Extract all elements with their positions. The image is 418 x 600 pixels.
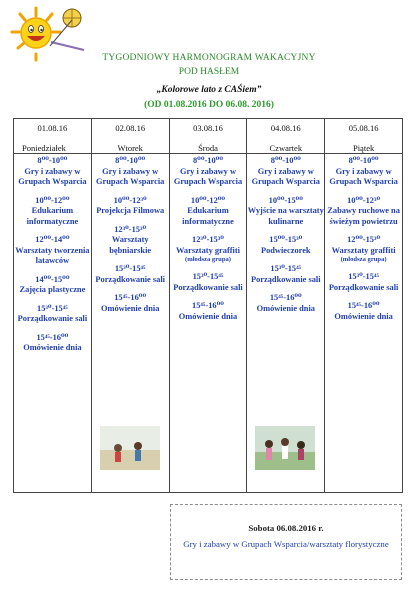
activity-time: 15⁴⁵-16⁰⁰ bbox=[192, 301, 224, 310]
schedule-activity bbox=[14, 235, 91, 267]
activity-time: 8⁰⁰-10⁰⁰ bbox=[348, 156, 379, 165]
schedule-activity bbox=[92, 264, 169, 285]
schedule-activity bbox=[325, 272, 402, 293]
schedule-activity bbox=[170, 301, 247, 322]
activity-time: 12⁰⁰-15³⁰ bbox=[347, 235, 381, 244]
schedule-activity bbox=[325, 156, 402, 188]
activity-time: 8⁰⁰-10⁰⁰ bbox=[115, 156, 146, 165]
schedule-activity bbox=[14, 196, 91, 228]
schedule-activity bbox=[92, 156, 169, 188]
activity-time: 15⁴⁵-16⁰⁰ bbox=[347, 301, 380, 310]
schedule-activity bbox=[170, 272, 247, 293]
activity-time: 15³⁰-15⁴⁵ bbox=[270, 264, 302, 273]
schedule-activity bbox=[247, 196, 324, 228]
activity-photo bbox=[100, 426, 160, 470]
schedule-activity bbox=[14, 275, 91, 296]
activity-title: Omówienie dnia bbox=[178, 311, 238, 321]
day-column bbox=[169, 154, 247, 493]
saturday-activity: Gry i zabawy w Grupach Wsparcia/warsztaty florystyczne bbox=[183, 539, 389, 549]
activity-title: Gry i zabawy w Grupach Wsparcia bbox=[173, 166, 243, 186]
activity-time: 8⁰⁰-10⁰⁰ bbox=[192, 156, 223, 165]
day-column bbox=[14, 154, 92, 493]
activity-time: 12⁰⁰-14⁰⁰ bbox=[35, 235, 70, 244]
schedule-activity bbox=[325, 196, 402, 228]
activity-time: 10⁰⁰-12³⁰ bbox=[347, 195, 381, 205]
day-header: 05.08.16 Piątek bbox=[325, 119, 403, 154]
activity-title: Zabawy ruchowe na świeżym powietrzu bbox=[327, 206, 400, 226]
activity-title: Warsztaty graffiti bbox=[331, 245, 396, 255]
activity-title: Edukarium informatyczne bbox=[26, 206, 79, 226]
schedule-activity bbox=[92, 293, 169, 314]
schedule-activity bbox=[92, 225, 169, 257]
schedule-activity bbox=[170, 156, 247, 188]
schedule-date-range: (OD 01.08.2016 DO 06.08. 2016) bbox=[144, 100, 274, 110]
activity-title: Gry i zabawy w Grupach Wsparcia bbox=[329, 166, 398, 186]
day-header: 03.08.16 Środa bbox=[169, 119, 247, 154]
activity-title: Omówienie dnia bbox=[334, 311, 393, 321]
activity-time: 15³⁰-15⁴⁵ bbox=[348, 272, 379, 281]
activity-time: 15⁴⁵-16⁰⁰ bbox=[269, 293, 302, 302]
activity-title: Warsztaty bębniarskie bbox=[109, 235, 152, 255]
activity-title: Gry i zabawy w Grupach Wsparcia bbox=[96, 166, 165, 186]
activity-title: Wyjście na warsztaty kulinarne bbox=[247, 206, 324, 226]
schedule-title: TYGODNIOWY HARMONOGRAM WAKACYJNY bbox=[102, 53, 316, 63]
activity-time: 15⁴⁵-16⁰⁰ bbox=[36, 332, 69, 342]
schedule-activity bbox=[14, 156, 91, 188]
day-header: 04.08.16 Czwartek bbox=[247, 119, 325, 154]
schedule-activity bbox=[247, 235, 324, 256]
activity-title: Porządkowanie sali bbox=[173, 282, 243, 292]
activity-title: Edukarium informatyczne bbox=[182, 206, 234, 226]
activity-title: Porządkowanie sali bbox=[328, 282, 399, 292]
schedule-motto: „Kolorowe lato z CAŚiem” bbox=[156, 85, 262, 95]
activity-time: 10⁰⁰-12⁰⁰ bbox=[190, 195, 226, 205]
activity-title: Projekcja Filmowa bbox=[96, 206, 165, 215]
schedule-activity bbox=[14, 304, 91, 325]
schedule-activity bbox=[247, 293, 324, 314]
schedule-activity bbox=[247, 156, 324, 188]
activity-title: Zajęcia plastyczne bbox=[19, 285, 86, 294]
weekly-schedule-table bbox=[13, 118, 403, 493]
activity-title: Omówienie dnia bbox=[100, 303, 160, 313]
schedule-activity bbox=[325, 235, 402, 264]
activity-time: 12³⁰-15³⁰ bbox=[192, 235, 224, 244]
schedule-activity bbox=[325, 301, 402, 322]
activity-time: 15⁰⁰-15³⁰ bbox=[269, 235, 303, 244]
activity-time: 15³⁰-15⁴⁵ bbox=[192, 272, 224, 281]
day-column bbox=[247, 154, 325, 493]
day-header: 02.08.16 Wtorek bbox=[91, 119, 169, 154]
activity-title: Omówienie dnia bbox=[23, 343, 82, 352]
activity-time: 15³⁰-15⁴⁵ bbox=[114, 264, 146, 273]
activity-time: 8⁰⁰-10⁰⁰ bbox=[37, 156, 68, 165]
activity-time: 8⁰⁰-10⁰⁰ bbox=[270, 156, 301, 165]
schedule-activity bbox=[14, 333, 91, 354]
activity-time: 15³⁰-15⁴⁵ bbox=[37, 303, 68, 313]
activity-time: 10⁰⁰-15⁰⁰ bbox=[268, 195, 303, 205]
schedule-activity bbox=[92, 196, 169, 217]
day-header: 01.08.16 Poniedziałek bbox=[14, 119, 92, 154]
activity-title: Gry i zabawy w Grupach Wsparcia bbox=[251, 166, 320, 186]
activity-title: Omówienie dnia bbox=[256, 303, 315, 313]
schedule-activity bbox=[170, 196, 247, 228]
saturday-note bbox=[170, 504, 402, 580]
activity-time: 15⁴⁵-16⁰⁰ bbox=[114, 293, 147, 302]
activity-title: Porządkowanie sali bbox=[251, 274, 321, 284]
activity-title: Gry i zabawy w Grupach Wsparcia bbox=[18, 166, 87, 186]
activity-note: (młodsza grupa) bbox=[340, 256, 387, 263]
schedule-subtitle: POD HASŁEM bbox=[178, 67, 240, 77]
activity-title: Porządkowanie sali bbox=[95, 274, 165, 284]
activity-title: Porządkowanie sali bbox=[17, 314, 88, 323]
activity-note: (młodsza grupa) bbox=[185, 256, 231, 263]
schedule-activity bbox=[170, 235, 247, 264]
schedule-activity bbox=[247, 264, 324, 285]
activity-time: 10⁰⁰-12³⁰ bbox=[113, 195, 147, 205]
activity-time: 12³⁰-15³⁰ bbox=[114, 224, 147, 234]
activity-photo bbox=[255, 426, 315, 470]
activity-title: Warsztaty graffiti bbox=[176, 245, 240, 255]
saturday-date: Sobota 06.08.2016 r. bbox=[248, 523, 324, 533]
activity-title: Warsztaty tworzenia latawców bbox=[15, 245, 90, 265]
day-column bbox=[325, 154, 403, 493]
activity-time: 14⁰⁰-15⁰⁰ bbox=[35, 274, 70, 284]
activity-title: Podwieczorek bbox=[260, 245, 311, 255]
day-column bbox=[91, 154, 169, 493]
activity-time: 10⁰⁰-12⁰⁰ bbox=[35, 195, 70, 205]
